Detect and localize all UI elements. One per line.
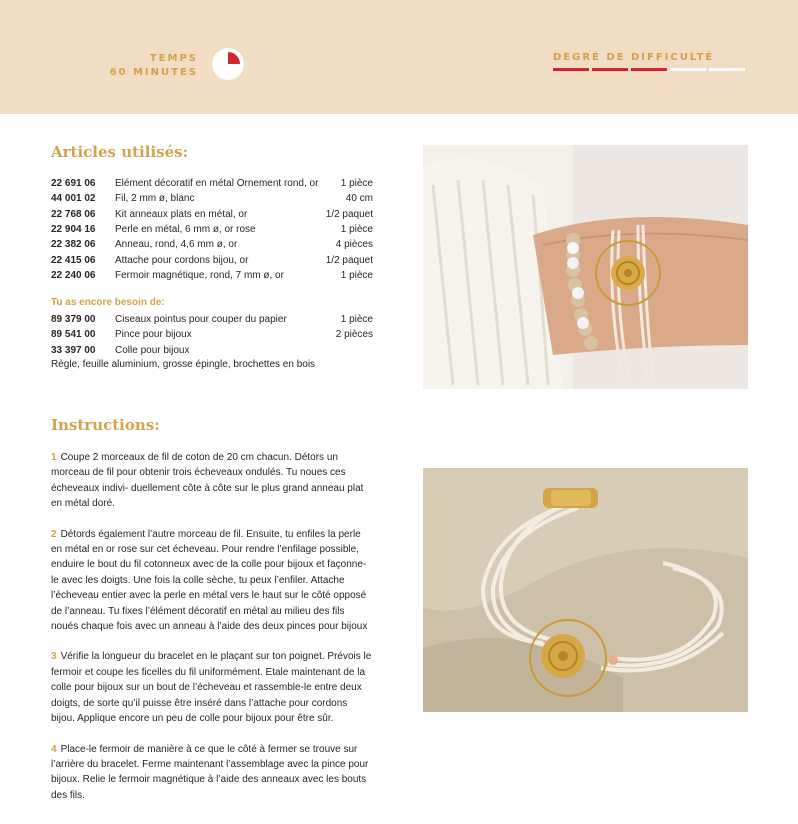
item-name: Fermoir magnétique, rond, 7 mm ø, or — [115, 269, 284, 281]
step-number: 3 — [51, 651, 57, 663]
item-code: 22 382 06 — [51, 239, 96, 251]
table-row — [51, 237, 373, 252]
step-text: Vérifie la longueur du bracelet en le plaçant sur ton poignet. Prévois le fermoir et coupe les ficelles du fil uniformément. Etale maintenant de la colle pour bijoux sur un bout de l’écheveau et rassemble-le entre deux doigts, de sorte qu’il puisse être inséré dans l’attache pour cordons bijou. Applique encore un peu de colle pour bijoux pour être sûr. — [51, 651, 372, 725]
step-text: Place-le fermoir de manière à ce que le côté à fermer se trouve sur l’arrière du bracelet. Ferme maintenant l’assemblage avec la pince pour bijoux. Relie le fermoir magnétique à l’aide des anneaux avec les bouts des fils. — [51, 743, 369, 801]
item-name: Colle pour bijoux — [115, 344, 190, 356]
extra-items-table — [51, 312, 373, 358]
item-qty — [327, 343, 373, 358]
item-name: Fil, 2 mm ø, blanc — [115, 193, 195, 205]
difficulty-segment — [592, 68, 628, 71]
difficulty-segment — [631, 68, 667, 71]
table-row — [51, 176, 373, 191]
item-code: 33 397 00 — [51, 344, 96, 356]
item-qty: 1 pièce — [340, 269, 373, 281]
table-row — [51, 312, 373, 327]
item-name: Anneau, rond, 4,6 mm ø, or — [115, 239, 238, 251]
item-code: 89 379 00 — [51, 314, 96, 326]
instructions-title: Instructions: — [51, 416, 160, 434]
item-code: 22 240 06 — [51, 269, 96, 281]
instruction-steps — [51, 450, 373, 818]
extra-title: Tu as encore besoin de: — [51, 297, 165, 308]
item-name: Perle en métal, 6 mm ø, or rose — [115, 224, 256, 236]
instruction-step — [51, 450, 373, 512]
time-value: 60 MINUTES — [109, 67, 198, 78]
table-row — [51, 268, 373, 283]
step-text: Coupe 2 morceaux de fil de coton de 20 cm chacun. Détors un morceau de fil pour obtenir trois écheveaux ondulés. Tu noues ces écheveaux indivi- duellement côte à côte sur le plus grand anneau plat en métal doré. — [51, 452, 364, 510]
instruction-step — [51, 527, 373, 635]
difficulty-label: DEGRÉ DE DIFFICULTÉ — [553, 52, 715, 63]
item-qty: 4 pièces — [335, 239, 373, 251]
instruction-step — [51, 742, 373, 804]
item-qty: 1/2 paquet — [325, 208, 373, 220]
table-row — [51, 207, 373, 222]
item-qty: 1 pièce — [340, 314, 373, 326]
extra-note: Règle, feuille aluminium, grosse épingle, brochettes en bois — [51, 359, 316, 370]
item-qty: 1/2 paquet — [325, 254, 373, 266]
articles-title: Articles utilisés: — [51, 143, 189, 161]
step-number: 4 — [51, 743, 57, 755]
difficulty-segment — [670, 68, 706, 71]
articles-table — [51, 176, 373, 283]
clock-icon — [212, 48, 244, 80]
item-name: Pince pour bijoux — [115, 329, 192, 341]
bracelet-wrist-photo — [423, 145, 748, 389]
item-code: 22 768 06 — [51, 208, 96, 220]
instruction-step — [51, 649, 373, 726]
item-name: Attache pour cordons bijou, or — [115, 254, 249, 266]
step-number: 1 — [51, 452, 57, 463]
item-qty: 2 pièces — [335, 329, 373, 341]
item-code: 89 541 00 — [51, 329, 96, 341]
bracelet-linen-photo — [423, 468, 748, 712]
item-code: 22 904 16 — [51, 224, 96, 236]
item-name: Ciseaux pointus pour couper du papier — [115, 314, 287, 326]
difficulty-meter — [553, 68, 745, 71]
table-row — [51, 252, 373, 267]
difficulty-segment — [553, 68, 589, 71]
table-row — [51, 222, 373, 237]
item-name: Kit anneaux plats en métal, or — [115, 208, 248, 220]
table-row — [51, 327, 373, 342]
table-row — [51, 191, 373, 206]
item-code: 44 001 02 — [51, 193, 96, 205]
table-row — [51, 343, 373, 358]
step-number: 2 — [51, 528, 57, 540]
time-label — [110, 52, 198, 80]
time-caption: TEMPS — [149, 53, 198, 64]
item-code: 22 415 06 — [51, 254, 96, 266]
difficulty-segment — [709, 68, 745, 71]
item-qty: 40 cm — [345, 193, 373, 205]
item-code: 22 691 06 — [51, 178, 96, 190]
item-name: Elément décoratif en métal Ornement rond, or — [115, 178, 319, 190]
item-qty: 1 pièce — [340, 224, 373, 236]
step-text: Détords également l’autre morceau de fil. Ensuite, tu enfiles la perle en métal en or rose sur cet écheveau. Pour rendre l’enfilage possible, enduire le bout du fil cotonneux avec de la colle pour bijoux et façonne-le avec les doigts. Une fois la colle sèche, tu peux l’enfiler. Attache l’écheveau entier avec la perle en métal vers le haut sur le côté opposé de l’anneau. Tu fixes l’élément décoratif en métal au milieu des fils noués chaque fois avec un anneau à l’aide des deux pinces pour bijoux — [51, 528, 368, 633]
item-qty: 1 pièce — [340, 178, 373, 190]
